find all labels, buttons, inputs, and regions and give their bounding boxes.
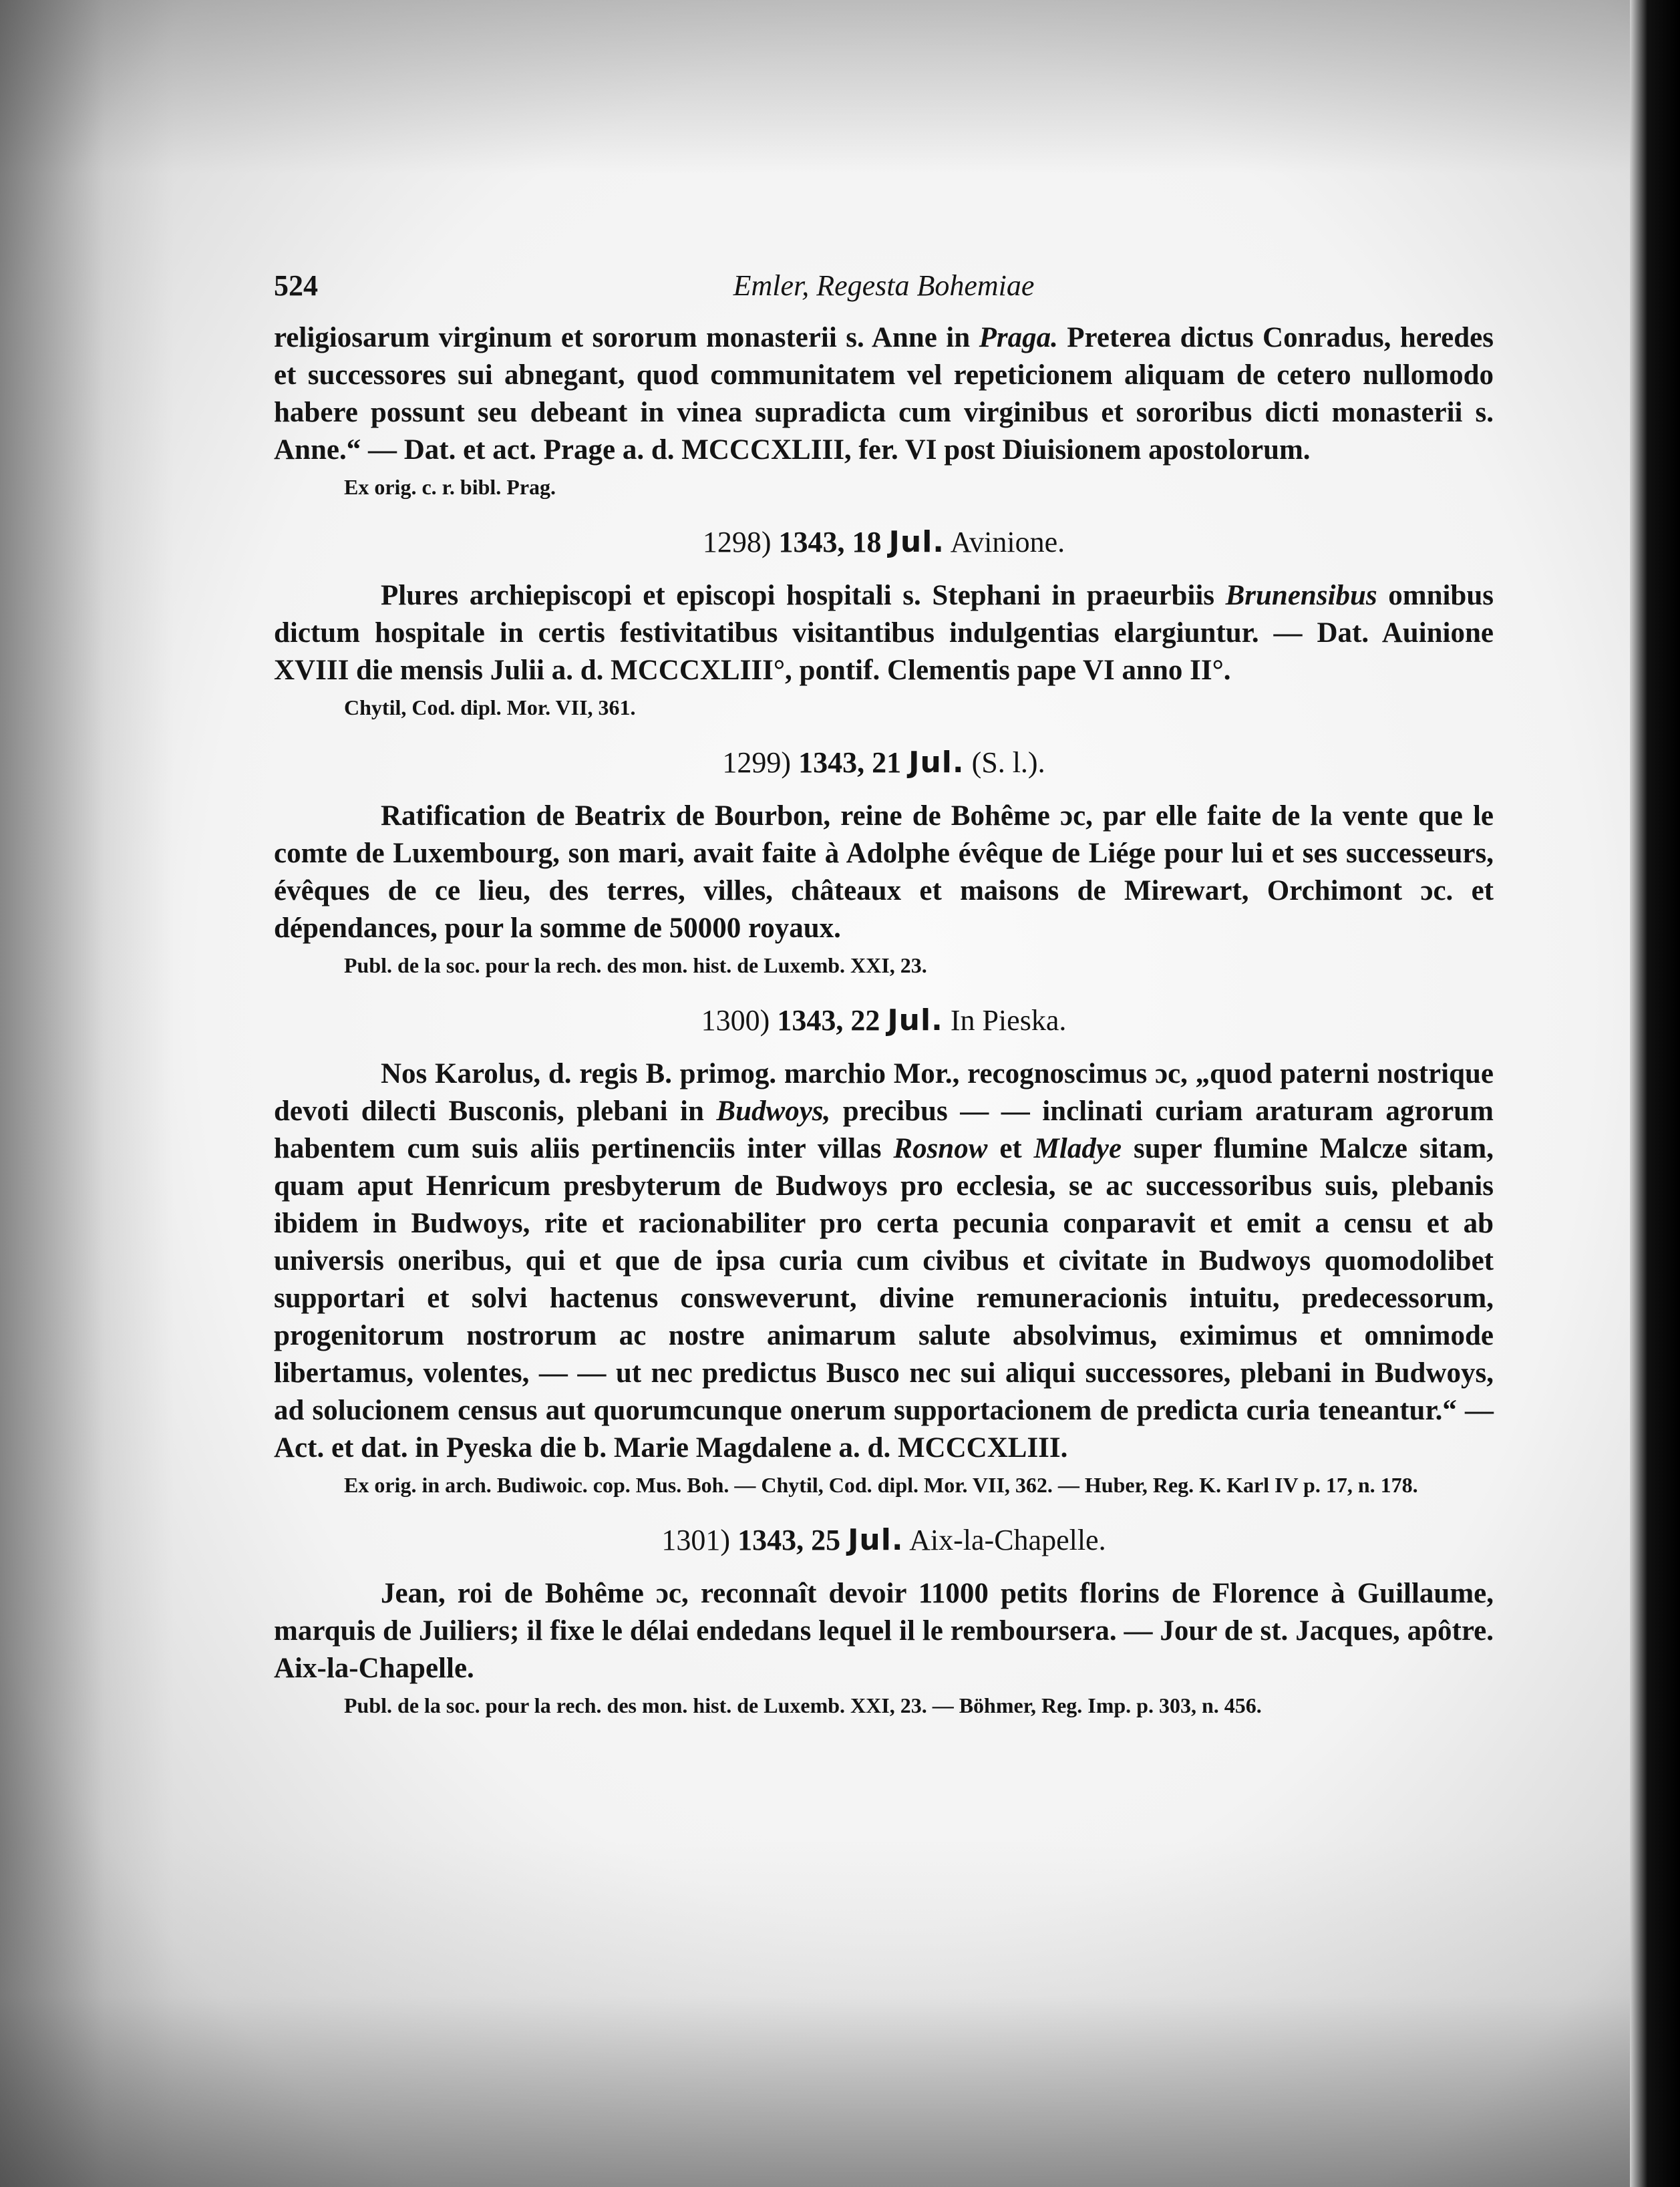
entry-month: Jul. <box>888 525 945 559</box>
entry-1299-heading <box>274 744 1494 782</box>
scan-shadow-top <box>0 0 1630 174</box>
header-title: Emler, Regesta Bohemiae <box>733 269 1035 302</box>
entry-1298-source: Chytil, Cod. dipl. Mor. VII, 361. <box>344 695 636 719</box>
page-number: 524 <box>274 269 318 302</box>
entry-1299-source: Publ. de la soc. pour la rech. des mon. hist. de Luxemb. XXI, 23. <box>344 953 927 977</box>
entry-place-rosnow: Rosnow <box>893 1133 988 1164</box>
entry-number: 1301) <box>661 1524 731 1556</box>
entry-number: 1300) <box>701 1004 770 1037</box>
entry-1300-text <box>274 1055 1494 1467</box>
entry-month: Jul. <box>887 1003 943 1037</box>
entry-1301-text: Jean, roi de Bohême ɔc, reconnaît devoir 11000 petits florins de Florence à Guillaume, marquis de Juiliers; il fixe le délai endedans lequel il le remboursera. — Jour de st. Jacques, apôtre. Aix-la-Chapelle. <box>274 1578 1494 1684</box>
entry-date: 1343, 22 <box>777 1004 880 1037</box>
continuation-paragraph <box>274 319 1494 469</box>
entry-text-part: Nos Karolus, d. regis B. primog. marchio Mor., recognoscimus ɔc, „quod paterni nostrique devoti dilecti Busconis, plebani in <box>274 1058 1494 1127</box>
scan-edge <box>1630 0 1680 2187</box>
entry-text-part: precibus — — inclinati curiam araturam agrorum habentem cum suis aliis pertinenciis inter villas <box>274 1096 1494 1164</box>
entry-place: Aix-la-Chapelle. <box>909 1524 1106 1556</box>
entry-1300-heading <box>274 1002 1494 1039</box>
entry-place: Avinione. <box>950 526 1065 558</box>
entry-text-part: omnibus dictum hospitale in certis festivitatibus visitantibus indulgentias elargiuntur. — Dat. Auinione XVIII die mensis Julii a. d. MCCCXLIII°, pontif. Clementis pape VI anno II°. <box>274 580 1494 686</box>
entry-place: In Pieska. <box>950 1004 1067 1037</box>
entry-place-brunensibus: Brunensibus <box>1225 580 1377 611</box>
entry-1300-source: Ex orig. in arch. Budiwoic. cop. Mus. Boh. — Chytil, Cod. dipl. Mor. VII, 362. — Huber, Reg. K. Karl IV p. 17, n. 178. <box>344 1473 1418 1497</box>
entry-1298-heading <box>274 524 1494 561</box>
entry-1298-text <box>274 577 1494 689</box>
continuation-source: Ex orig. c. r. bibl. Prag. <box>344 475 556 499</box>
entry-date: 1343, 18 <box>778 526 882 558</box>
continuation-text-2: Preterea dictus Conradus, heredes et successores sui abnegant, quod communitatem vel repeticionem aliquam de cetero nullomodo habere possunt seu debeant in vinea supradicta cum virginibus et sororibus dicti monasterii s. Anne.“ — Dat. et act. Prage a. d. MCCCXLIII, fer. VI post Diuisionem apostolorum. <box>274 322 1494 466</box>
entry-1301-heading <box>274 1522 1494 1559</box>
entry-place: (S. l.). <box>971 746 1045 779</box>
entry-text-part: Plures archiepiscopi et episcopi hospitali s. Stephani in praeurbiis <box>381 580 1226 611</box>
entry-number: 1299) <box>722 746 792 779</box>
scan-shadow-bottom <box>0 1840 1630 2187</box>
entry-place-budwoys: Budwoys, <box>716 1096 831 1127</box>
entry-date: 1343, 25 <box>737 1524 841 1556</box>
entry-place-mladye: Mladye <box>1033 1133 1122 1164</box>
entry-text-part: et <box>987 1133 1034 1164</box>
continuation-text-1: religiosarum virginum et sororum monasterii s. Anne in <box>274 322 979 353</box>
entry-number: 1298) <box>702 526 772 558</box>
running-head <box>274 267 1494 311</box>
entry-date: 1343, 21 <box>798 746 902 779</box>
entry-1301-source: Publ. de la soc. pour la rech. des mon. hist. de Luxemb. XXI, 23. — Böhmer, Reg. Imp. p. 303, n. 456. <box>344 1693 1262 1717</box>
entry-text-part: super flumine Malcze sitam, quam aput Henricum presbyterum de Budwoys pro ecclesia, se ac successoribus suis, plebanis ibidem in Budwoys, rite et racionabiliter pro certa pecunia conparavit et emit a censu et ab universis oneribus, qui et que de ipsa curia cum civibus et civitate in Budwoys quomodolibet supportari et solvi hactenus consweverunt, divine remuneracionis intuitu, predecessorum, progenitorum nostrorum ac nostre animarum salute absolvimus, eximimus et omnimode libertamus, volentes, — — ut nec predictus Busco nec sui aliqui successores, plebani in Budwoys, ad solucionem census aut quorumcunque onerum supportacionem de predicta curia teneantur.“ — Act. et dat. in Pyeska die b. Marie Magdalene a. d. MCCCXLIII. <box>274 1133 1494 1464</box>
entry-month: Jul. <box>908 745 965 780</box>
entry-1299-text: Ratification de Beatrix de Bourbon, reine de Bohême ɔc, par elle faite de la vente que le comte de Luxembourg, son mari, avait faite à Adolphe évêque de Liége pour lui et ses successeurs, évêques de ce lieu, des terres, villes, châteaux et maisons de Mirewart, Orchimont ɔc. et dépendances, pour la somme de 50000 royaux. <box>274 800 1494 944</box>
page-content <box>274 267 1494 1719</box>
continuation-place-praga: Praga. <box>979 322 1058 353</box>
entry-month: Jul. <box>848 1523 904 1557</box>
